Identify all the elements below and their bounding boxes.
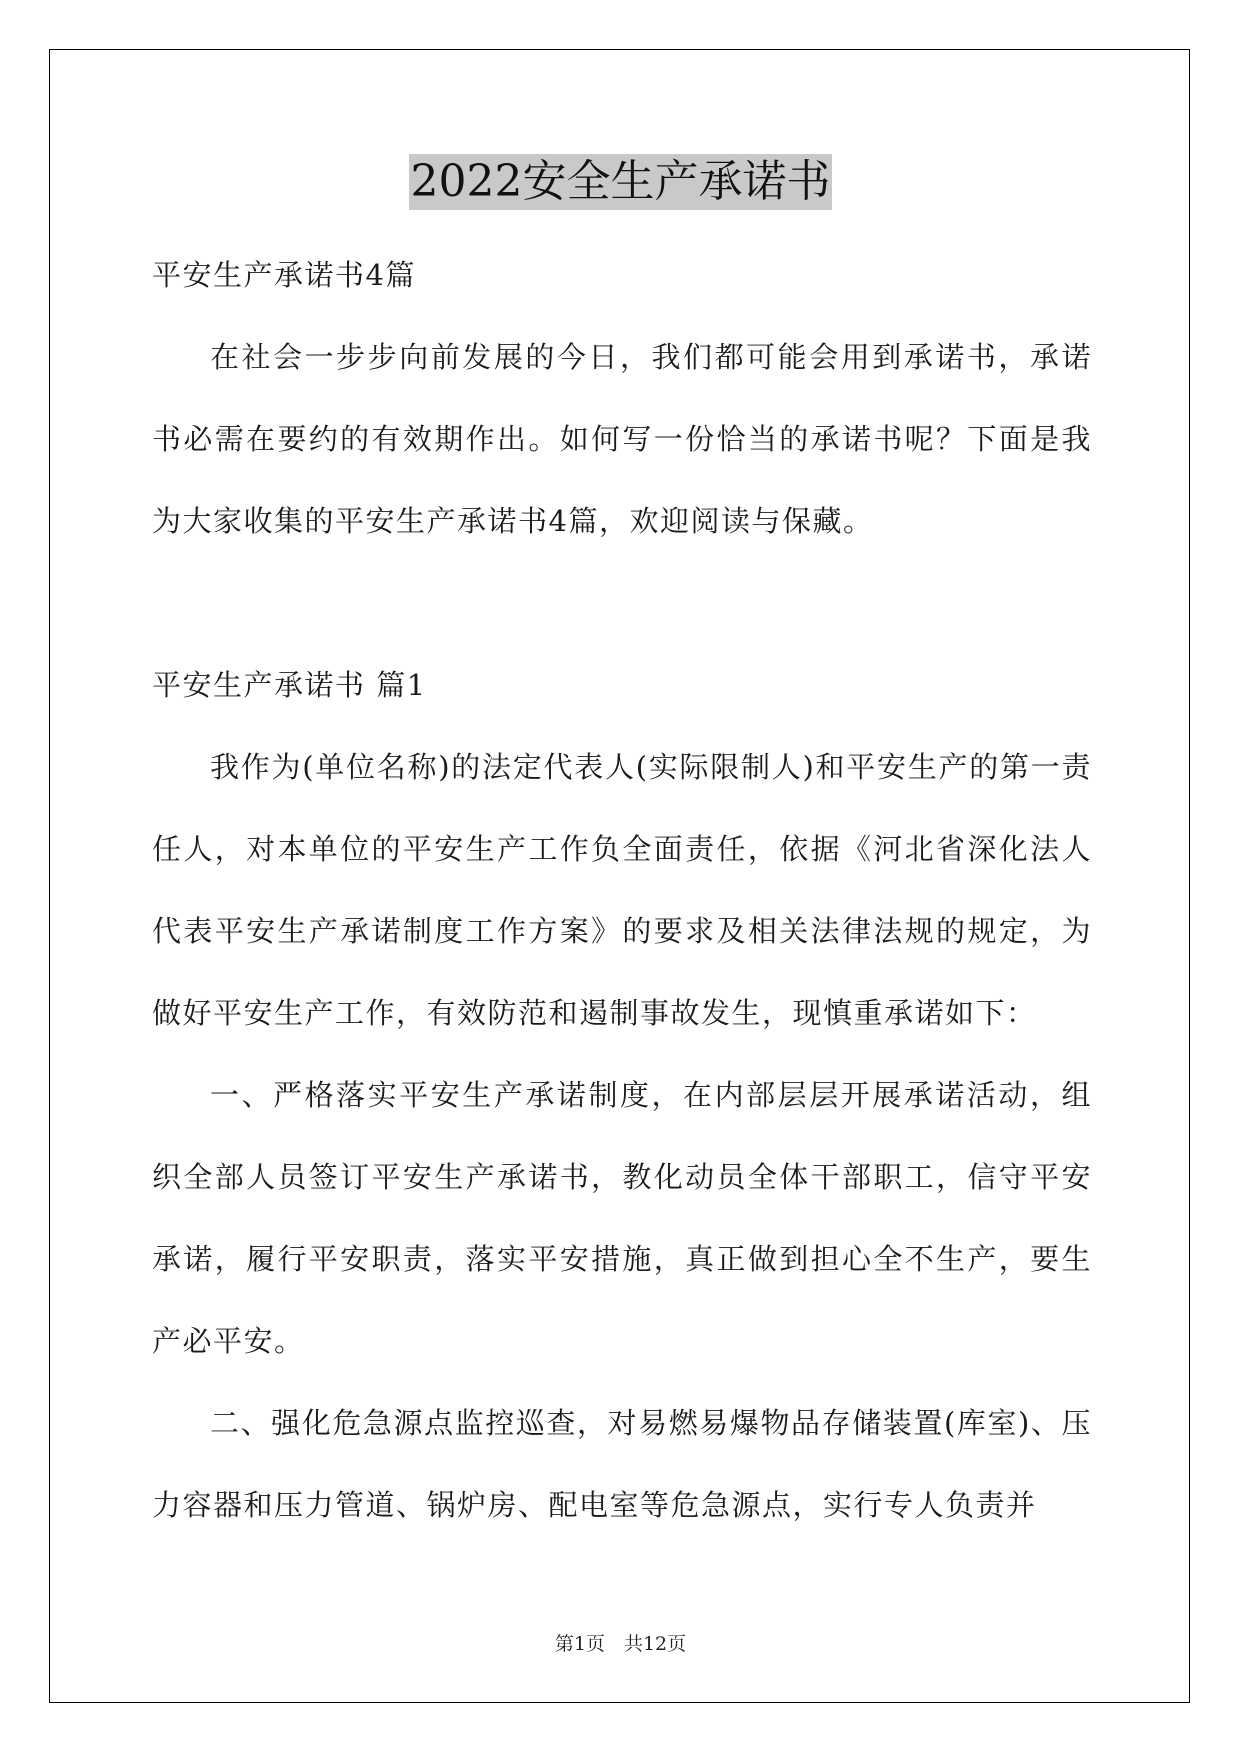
document-body (152, 234, 1092, 1546)
intro-paragraph: 在社会一步步向前发展的今日，我们都可能会用到承诺书，承诺书必需在要约的有效期作出。如何写一份恰当的承诺书呢？下面是我为大家收集的平安生产承诺书4篇，欢迎阅读与保藏。 (152, 340, 1092, 538)
title-container (0, 154, 1241, 210)
body-paragraph: 二、强化危急源点监控巡查，对易燃易爆物品存储装置(库室)、压力容器和压力管道、锅炉房、配电室等危急源点，实行专人负责并 (152, 1406, 1092, 1522)
subtitle: 平安生产承诺书4篇 (152, 258, 416, 292)
document-title: 2022安全生产承诺书 (409, 154, 833, 210)
page-footer: 第1页 共12页 (554, 1633, 687, 1655)
body-paragraph: 一、严格落实平安生产承诺制度，在内部层层开展承诺活动，组织全部人员签订平安生产承诺书，教化动员全体干部职工，信守平安承诺，履行平安职责，落实平安措施，真正做到担心全不生产，要生产必平安。 (152, 1078, 1092, 1358)
body-paragraph: 我作为(单位名称)的法定代表人(实际限制人)和平安生产的第一责任人，对本单位的平安生产工作负全面责任，依据《河北省深化法人代表平安生产承诺制度工作方案》的要求及相关法律法规的规定，为做好平安生产工作，有效防范和遏制事故发生，现慎重承诺如下： (152, 750, 1092, 1030)
section-heading: 平安生产承诺书 篇1 (152, 668, 427, 702)
spacer (152, 562, 1092, 644)
